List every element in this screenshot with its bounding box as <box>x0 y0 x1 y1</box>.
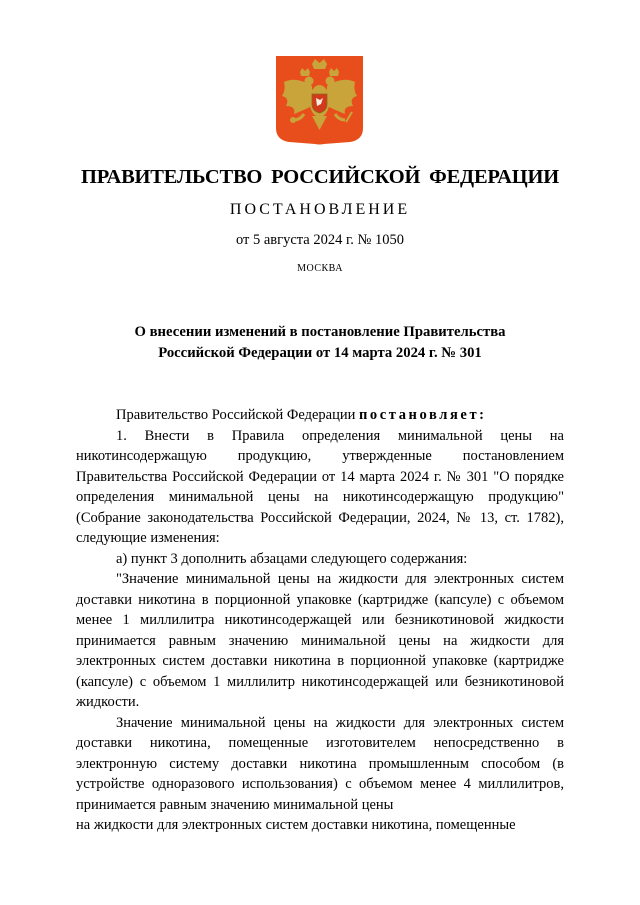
resolves-word: постановляет: <box>358 407 487 423</box>
government-title: ПРАВИТЕЛЬСТВО РОССИЙСКОЙ ФЕДЕРАЦИИ <box>81 166 559 188</box>
intro-paragraph <box>76 405 564 426</box>
coat-of-arms-icon <box>276 56 363 146</box>
subpoint-a-paragraph: а) пункт 3 дополнить абзацами следующего содержания: <box>116 550 468 567</box>
document-city: МОСКВА <box>297 263 343 274</box>
document-type: ПОСТАНОВЛЕНИЕ <box>229 201 411 218</box>
quote-paragraph-2: Значение минимальной цены на жидкости для электронных систем доставки никотина, помещенные изготовителем непосредственно в электронную систему доставки никотина промышленным способом (в устройстве одноразового использования) с объемом менее 4 миллилитров, принимается равным значению минимальной цены <box>76 714 564 813</box>
state-emblem <box>276 56 363 146</box>
document-heading <box>0 322 640 364</box>
point-1-paragraph: 1. Внести в Правила определения минимальной цены на никотинсодержащую продукцию, утвержденные постановлением Правительства Российской Федерации от 14 марта 2024 г. № 301 "О порядке определения минимальной цены на никотинсодержащую продукцию" (Собрание законодательства Российской Федерации, 2024, № 13, ст. 1782), следующие изменения: <box>76 427 564 546</box>
document-date-number: от 5 августа 2024 г. № 1050 <box>235 232 405 248</box>
heading-line-2: Российской Федерации от 14 марта 2024 г. № 301 <box>158 345 482 361</box>
document-body <box>76 405 564 836</box>
intro-prefix: Правительство Российской Федерации <box>116 407 356 423</box>
quote-paragraph-1: "Значение минимальной цены на жидкости для электронных систем доставки никотина в порционной упаковке (картридже (капсуле) с объемом менее 1 миллилитра никотинсодержащей или безникотиновой жидкости принимается равным значению минимальной цены на жидкости для электронных систем доставки никотина в порционной упаковке (картридже (капсуле) с объемом 1 миллилитр никотинсодержащей или безникотиновой жидкости. <box>76 571 564 710</box>
quote-paragraph-2-continued: на жидкости для электронных систем доставки никотина, помещенные <box>76 817 516 833</box>
heading-line-1: О внесении изменений в постановление Правительства <box>134 324 506 340</box>
